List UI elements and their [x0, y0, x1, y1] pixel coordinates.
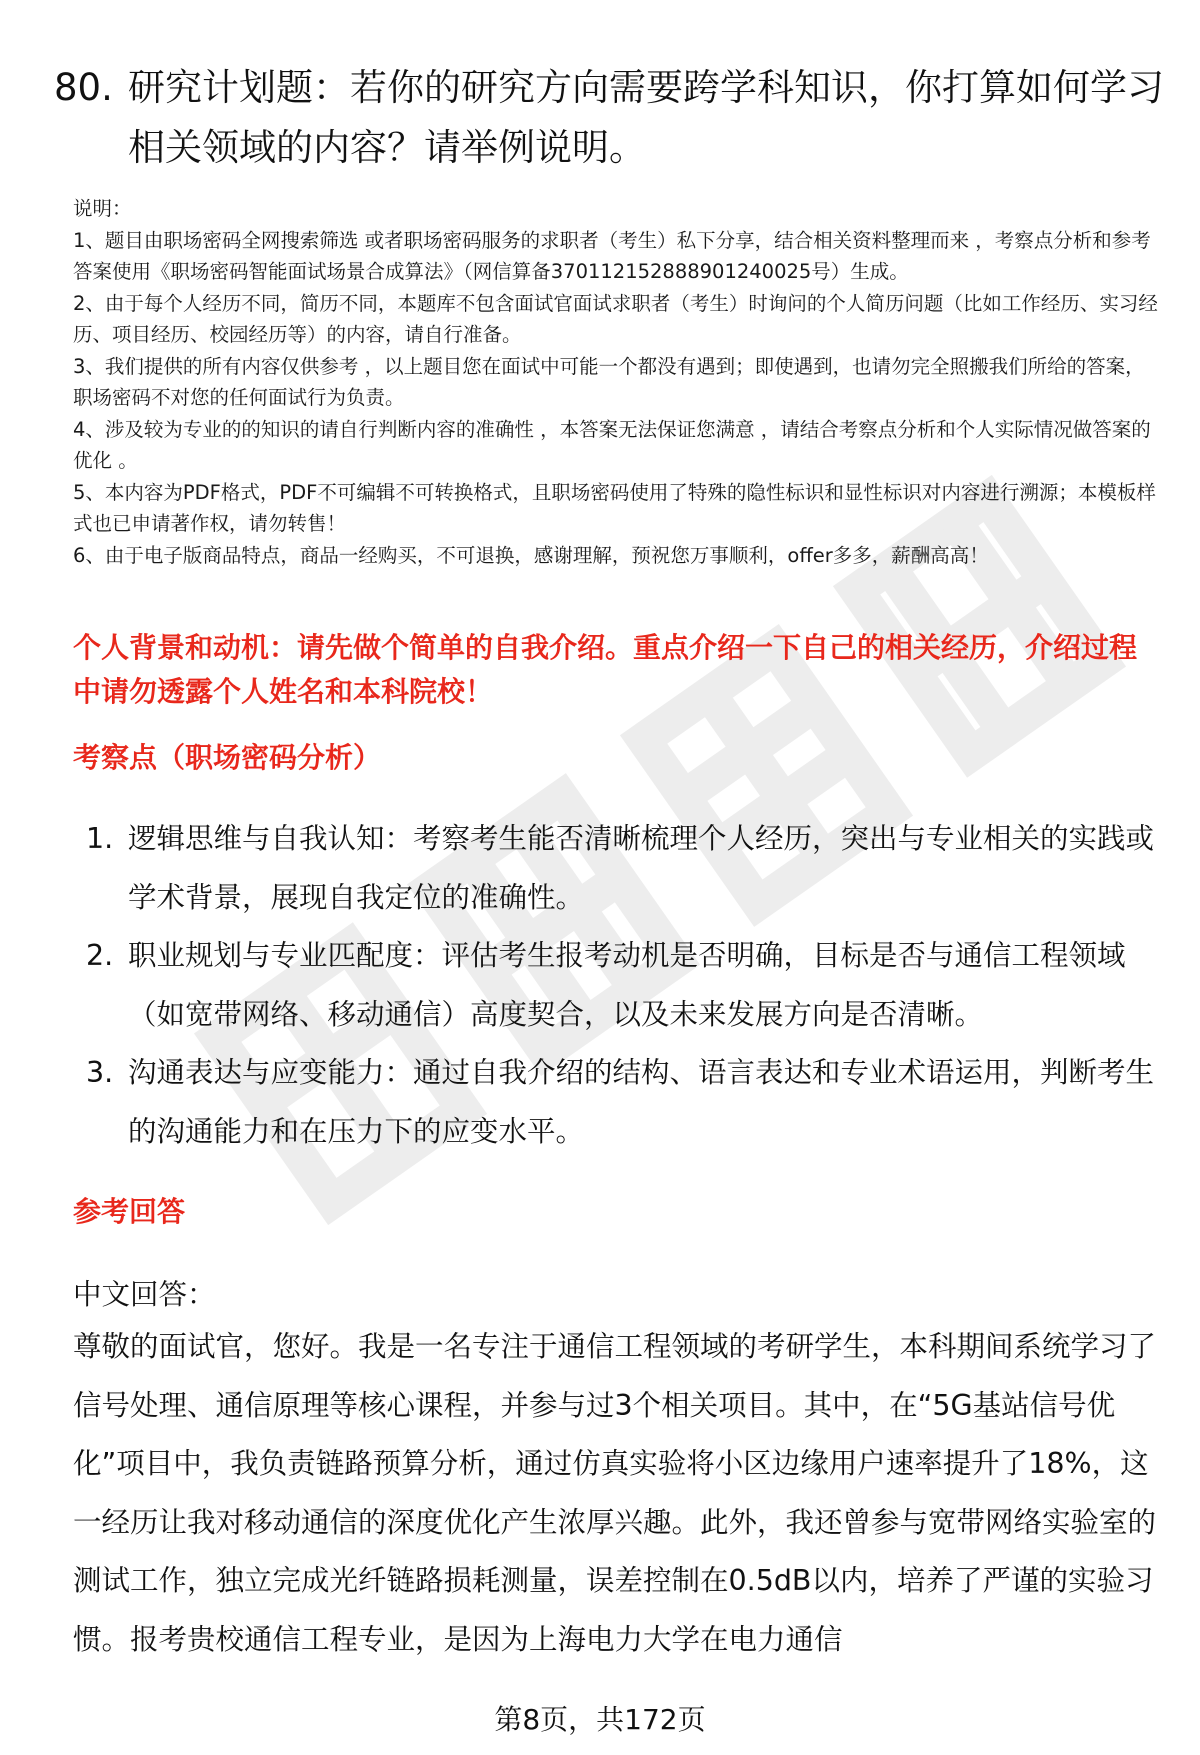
background-heading: 个人背景和动机：请先做个简单的自我介绍。重点介绍一下自己的相关经历，介绍过程中请勿透露个人姓名和本科院校！	[73, 631, 1138, 708]
note-item: 1、题目由职场密码全网搜索筛选 或者职场密码服务的求职者（考生）私下分享，结合相关资料整理而来 ，考察点分析和参考答案使用《职场密码智能面试场景合成算法》（网信算备370112152888901240025号）生成。	[73, 228, 1151, 283]
note-item: 4、涉及较为专业的的知识的请自行判断内容的准确性 ，本答案无法保证您满意 ，请结合考察点分析和个人实际情况做答案的优化 。	[73, 417, 1151, 472]
focus-heading: 考察点（职场密码分析）	[73, 741, 382, 774]
focus-item	[86, 810, 1156, 927]
focus-item-index: 1.	[86, 822, 114, 855]
note-item: 2、由于每个人经历不同，简历不同，本题库不包含面试官面试求职者（考生）时询问的个人简历问题（比如工作经历、实习经历、项目经历、校园经历等）的内容，请自行准备。	[73, 291, 1158, 346]
focus-item-index: 2.	[86, 939, 114, 972]
question-number: 80.	[54, 66, 113, 109]
answer-body: 尊敬的面试官，您好。我是一名专注于通信工程领域的考研学生，本科期间系统学习了信号处理、通信原理等核心课程，并参与过3个相关项目。其中，在“5G基站信号优化”项目中，我负责链路预算分析，通过仿真实验将小区边缘用户速率提升了18%，这一经历让我对移动通信的深度优化产生浓厚兴趣。此外，我还曾参与宽带网络实验室的测试工作，独立完成光纤链路损耗测量，误差控制在0.5dB以内，培养了严谨的实验习惯。报考贵校通信工程专业，是因为上海电力大学在电力通信	[73, 1330, 1157, 1656]
notes-heading: 说明：	[73, 197, 132, 220]
focus-item	[86, 1044, 1156, 1161]
question-text: 研究计划题：若你的研究方向需要跨学科知识，你打算如何学习相关领域的内容？请举例说明。	[128, 66, 1164, 169]
focus-item-text: 沟通表达与应变能力：通过自我介绍的结构、语言表达和专业术语运用，判断考生的沟通能力和在压力下的应变水平。	[128, 1056, 1155, 1148]
page-footer: 第8页，共172页	[494, 1703, 706, 1736]
note-item: 6、由于电子版商品特点，商品一经购买，不可退换，感谢理解，预祝您万事顺利，offer多多，薪酬高高！	[73, 543, 989, 567]
focus-list	[86, 810, 1156, 1161]
focus-item	[86, 927, 1156, 1044]
focus-item-text: 逻辑思维与自我认知：考察考生能否清晰梳理个人经历，突出与专业相关的实践或学术背景，展现自我定位的准确性。	[128, 822, 1155, 914]
answer-heading: 参考回答	[73, 1195, 186, 1228]
notes-section	[73, 193, 1163, 571]
question-title	[54, 58, 1164, 178]
note-item: 3、我们提供的所有内容仅供参考 ，以上题目您在面试中可能一个都没有遇到；即使遇到，也请勿完全照搬我们所给的答案，职场密码不对您的任何面试行为负责。	[73, 354, 1145, 409]
focus-item-text: 职业规划与专业匹配度：评估考生报考动机是否明确，目标是否与通信工程领域（如宽带网络、移动通信）高度契合，以及未来发展方向是否清晰。	[128, 939, 1126, 1031]
note-item: 5、本内容为PDF格式，PDF不可编辑不可转换格式，且职场密码使用了特殊的隐性标识和显性标识对内容进行溯源；本模板样式也已申请著作权，请勿转售！	[73, 480, 1156, 535]
focus-item-index: 3.	[86, 1056, 114, 1089]
answer-label: 中文回答：	[73, 1278, 216, 1311]
